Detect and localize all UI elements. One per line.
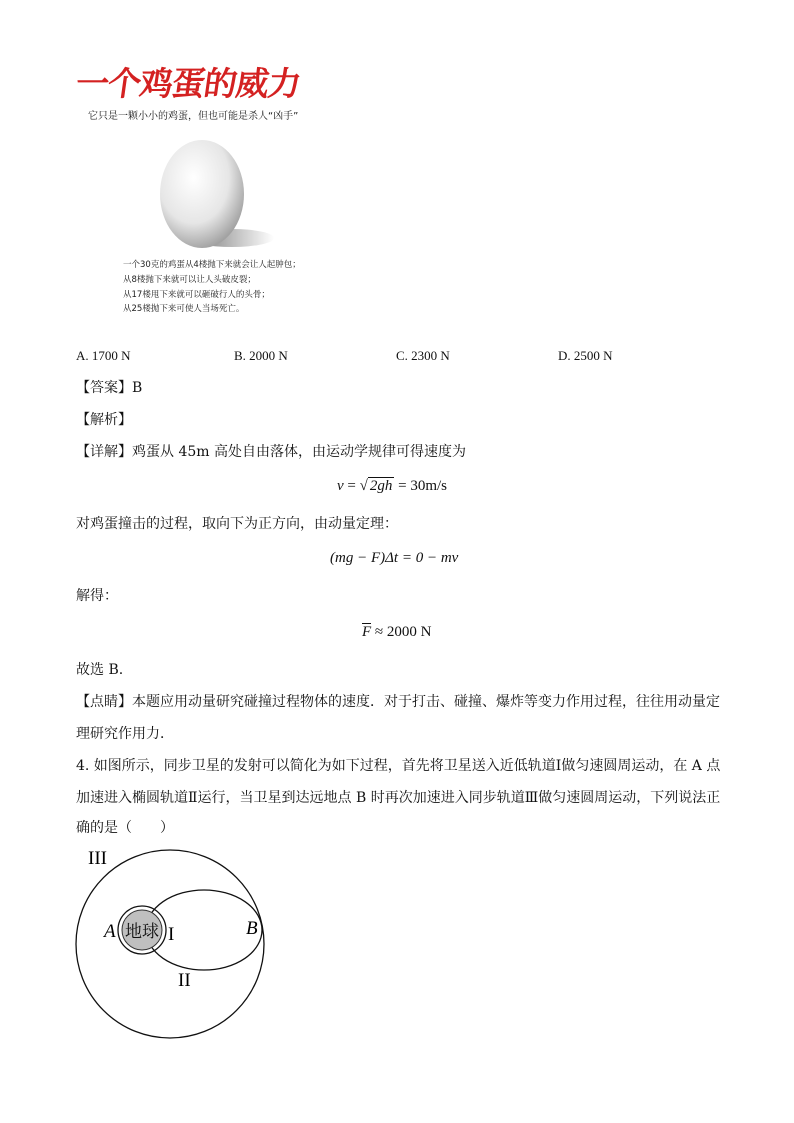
label-iii: III — [88, 848, 107, 869]
q4-line-1: 4. 如图所示，同步卫星的发射可以简化为如下过程，首先将卫星送入近低轨道Ⅰ做匀速圆周运动，在 A 点 — [76, 758, 721, 774]
label-a: A — [104, 921, 116, 942]
analysis-label: 【解析】 — [76, 412, 132, 428]
eq1-radicand: 2gh — [369, 478, 393, 494]
answer-line — [76, 378, 142, 398]
comment-line-2: 理研究作用力． — [76, 726, 174, 742]
eq3-fbar: F — [362, 624, 372, 640]
choice-d: D. 2500 N — [558, 348, 613, 363]
earth-label: 地球 — [125, 922, 159, 942]
poster-line: 从25楼抛下来可使人当场死亡。 — [123, 304, 245, 314]
orbit-ii — [146, 890, 262, 970]
comment-text-1: 本题应用动量研究碰撞过程物体的速度．对于打击、碰撞、爆炸等变力作用过程，往往用动量定 — [132, 694, 720, 710]
eq3-rest: ≈ 2000 N — [371, 624, 432, 640]
eq1-equals: = — [347, 478, 360, 494]
label-ii: II — [178, 970, 191, 991]
choice-c: C. 2300 N — [396, 348, 450, 363]
q4-line-3: 确的是（ ） — [76, 820, 174, 836]
label-b: B — [246, 918, 258, 939]
answer-label: 【答案】 — [76, 380, 132, 396]
poster-line: 从8楼抛下来就可以让人头破皮裂； — [123, 275, 256, 285]
egg-image — [150, 134, 280, 259]
poster-line: 一个30克的鸡蛋从4楼抛下来就会让人起肿包； — [123, 260, 301, 270]
choice-a: A. 1700 N — [76, 348, 131, 363]
orbit-diagram — [72, 842, 272, 1042]
q4-line-2: 加速进入椭圆轨道Ⅱ运行，当卫星到达远地点 B 时再次加速进入同步轨道Ⅲ做匀速圆周运动，下列说法正 — [76, 790, 721, 806]
eq1-rhs: = 30m/s — [394, 478, 448, 494]
detail-line — [76, 442, 466, 462]
poster-title: 一个鸡蛋的威力 — [73, 64, 303, 103]
poster-subtitle: 它只是一颗小小的鸡蛋，但也可能是杀人“凶手” — [88, 111, 299, 122]
eq1-lhs: v — [337, 478, 344, 494]
comment-label: 【点睛】 — [76, 694, 132, 710]
equation-result — [362, 624, 432, 641]
choice-b: B. 2000 N — [234, 348, 288, 363]
comment-line-1 — [76, 692, 720, 712]
equation-momentum: (mg − F)Δt = 0 − mv — [330, 550, 459, 566]
text-momentum: 对鸡蛋撞击的过程，取向下为正方向，由动量定理： — [76, 516, 398, 532]
detail-label: 【详解】 — [76, 444, 132, 460]
choose-line: 故选 B. — [76, 662, 124, 678]
label-i: I — [168, 924, 175, 945]
detail-text: 鸡蛋从 45m 高处自由落体，由运动学规律可得速度为 — [132, 444, 466, 460]
answer-value: B — [132, 380, 143, 396]
solve-label: 解得： — [76, 588, 118, 604]
poster-line: 从17楼甩下来就可以砸破行人的头骨； — [123, 290, 270, 300]
equation-velocity: v = √ 2gh = 30m/s — [337, 478, 448, 494]
